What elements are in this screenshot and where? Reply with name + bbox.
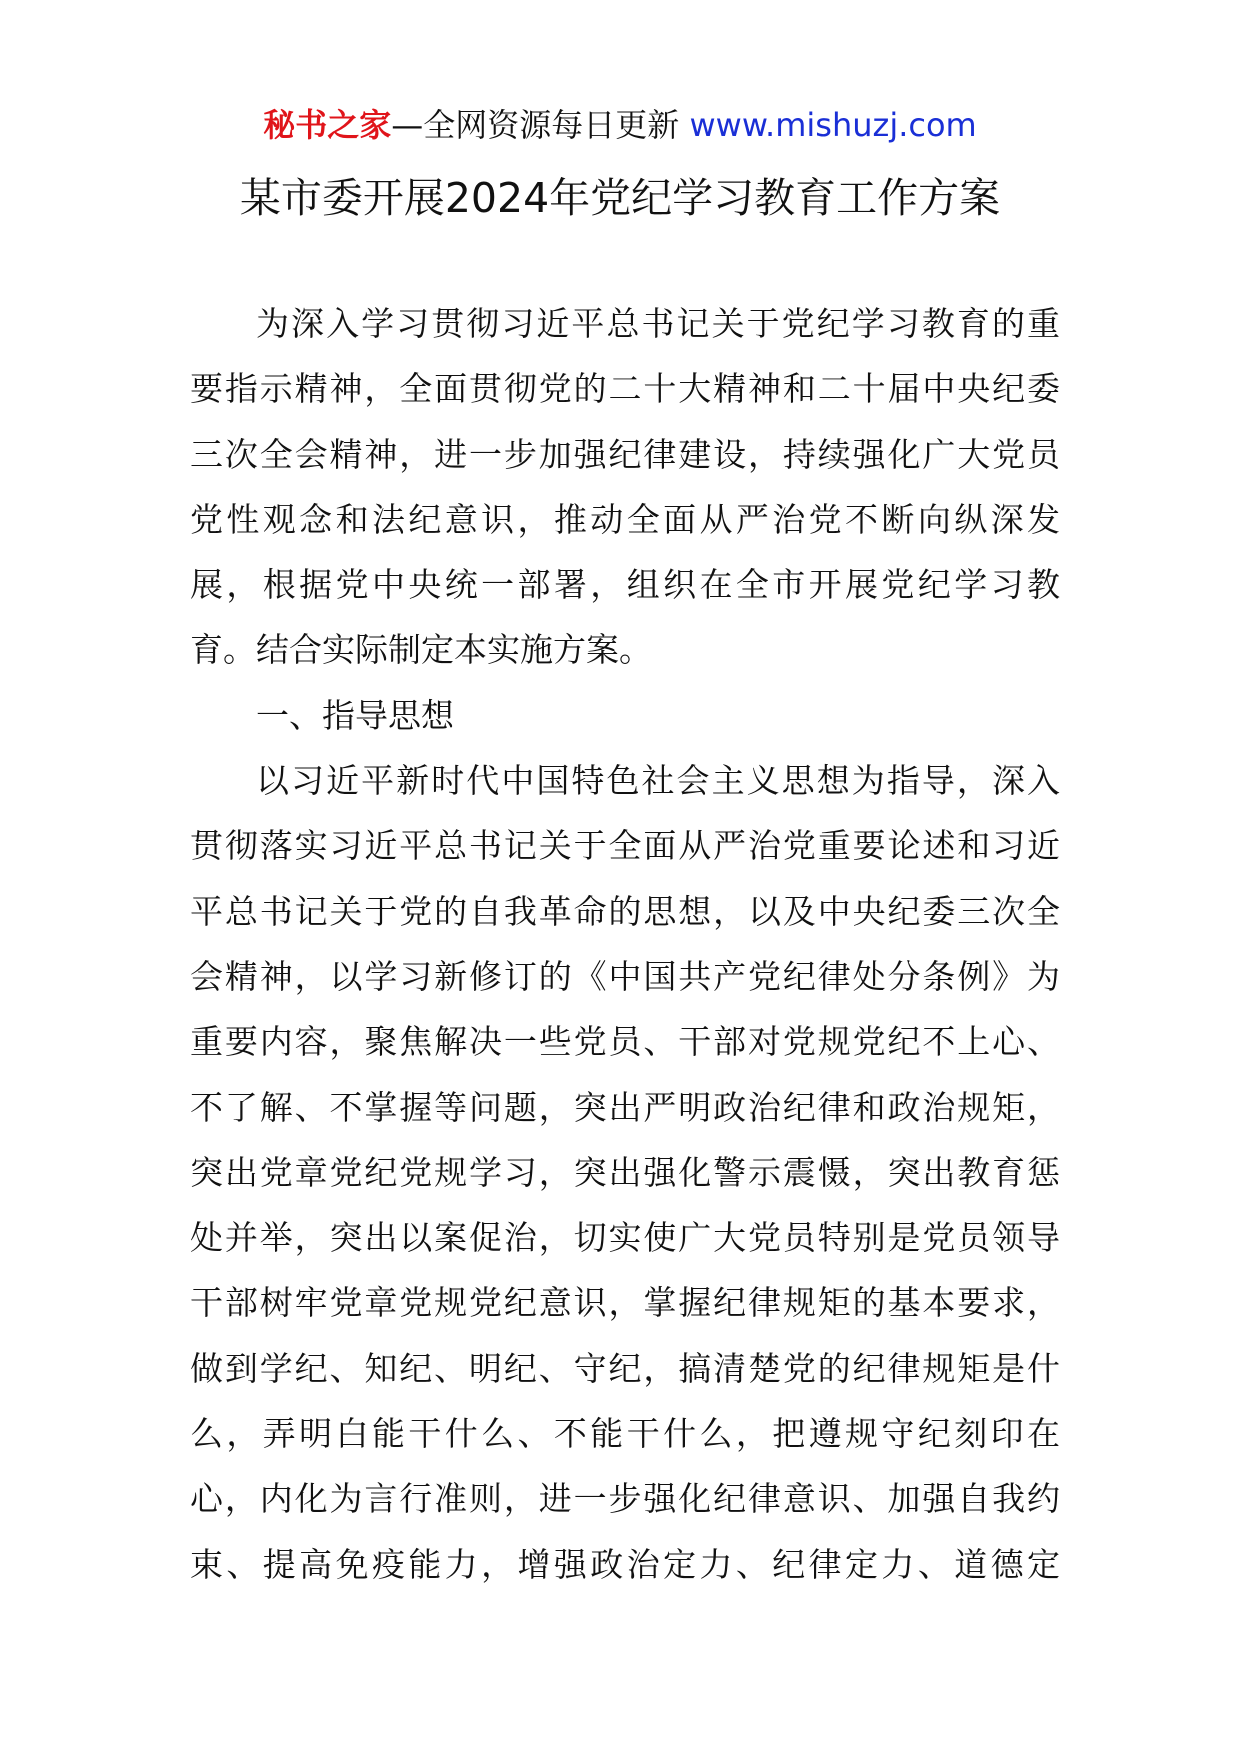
body-line: 以习近平新时代中国特色社会主义思想为指导，深入: [256, 761, 1060, 801]
body-line: 干部树牢党章党规党纪意识，掌握纪律规矩的基本要求，: [190, 1283, 1060, 1323]
site-brand: 秘书之家: [263, 106, 392, 144]
body-line: 平总书记关于党的自我革命的思想，以及中央纪委三次全: [190, 891, 1060, 931]
site-header: [0, 100, 1240, 150]
site-slogan: —全网资源每日更新: [391, 106, 690, 144]
body-line: 处并举，突出以案促治，切实使广大党员特别是党员领导: [190, 1218, 1060, 1258]
body-line: 不了解、不掌握等问题，突出严明政治纪律和政治规矩，: [190, 1087, 1060, 1127]
body-line: 一、指导思想: [256, 695, 454, 735]
site-url-link[interactable]: www.mishuzj.com: [689, 106, 977, 144]
body-line: 育。结合实际制定本实施方案。: [190, 630, 652, 670]
body-line: 束、提高免疫能力，增强政治定力、纪律定力、道德定: [190, 1544, 1060, 1584]
body-line: 突出党章党纪党规学习，突出强化警示震慑，突出教育惩: [190, 1152, 1060, 1192]
body-line: 重要内容，聚焦解决一些党员、干部对党规党纪不上心、: [190, 1022, 1060, 1062]
body-line: 心，内化为言行准则，进一步强化纪律意识、加强自我约: [190, 1479, 1060, 1519]
body-line: 三次全会精神，进一步加强纪律建设，持续强化广大党员: [190, 434, 1060, 474]
document-title: 某市委开展2024年党纪学习教育工作方案: [239, 174, 1001, 222]
body-line: 展，根据党中央统一部署，组织在全市开展党纪学习教: [190, 565, 1060, 605]
body-line: 会精神，以学习新修订的《中国共产党纪律处分条例》为: [190, 956, 1060, 996]
body-line: 做到学纪、知纪、明纪、守纪，搞清楚党的纪律规矩是什: [190, 1348, 1060, 1388]
body-line: 党性观念和法纪意识，推动全面从严治党不断向纵深发: [190, 499, 1060, 539]
body-line: 贯彻落实习近平总书记关于全面从严治党重要论述和习近: [190, 826, 1060, 866]
body-line: 要指示精神，全面贯彻党的二十大精神和二十届中央纪委: [190, 369, 1060, 409]
body-line: 么，弄明白能干什么、不能干什么，把遵规守纪刻印在: [190, 1414, 1060, 1454]
body-line: 为深入学习贯彻习近平总书记关于党纪学习教育的重: [256, 304, 1060, 343]
document-body: [190, 291, 1060, 1597]
